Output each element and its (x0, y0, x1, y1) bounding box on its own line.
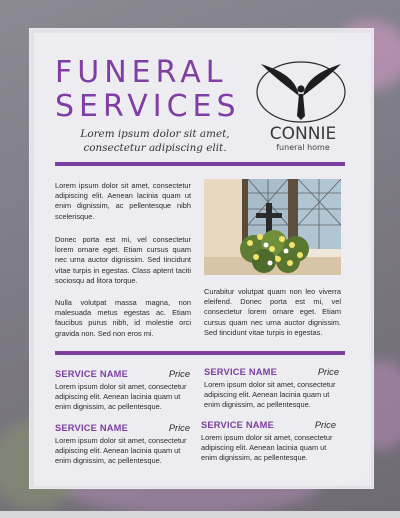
divider-middle (55, 351, 345, 355)
page-bottom-edge (0, 511, 400, 518)
photo-caption: Curabitur volutpat quam non leo viverra eleifend. Donec porta est mi, vel consectetur lorem ornare eget. Etiam cursus quam nec urna auctor dignissim. Sed tincidunt vitae turpis in egestas. (204, 287, 341, 337)
service-item-2 (204, 367, 339, 411)
logo-name: CONNIE (269, 124, 337, 144)
divider-top (55, 162, 345, 166)
service-name: SERVICE NAME (204, 367, 278, 377)
church-window-photo (204, 179, 341, 275)
service-price: Price (168, 369, 190, 379)
service-item-1 (55, 369, 190, 413)
body-paragraph-1: Lorem ipsum dolor sit amet, consectetur adipiscing elit. Aenean lacinia quam ut enim dignissim, ac pellentesque nibh scelerisque. (55, 181, 191, 221)
title-line-1: FUNERAL (55, 55, 228, 90)
service-description: Lorem ipsum dolor sit amet, consectetur adipiscing elit. Aenean lacinia quam ut enim dignissim, ac pellentesque. (204, 380, 336, 410)
service-price: Price (168, 423, 190, 433)
service-name: SERVICE NAME (55, 369, 129, 379)
service-item-3 (55, 423, 190, 467)
title-line-2: SERVICES (55, 89, 241, 124)
subtitle: Lorem ipsum dolor sit amet, consectetur adipiscing elit. (80, 128, 230, 154)
service-description: Lorem ipsum dolor sit amet, consectetur adipiscing elit. Aenean lacinia quam ut enim dignissim, ac pellentesque. (55, 382, 187, 412)
service-name: SERVICE NAME (55, 423, 129, 433)
page-title (55, 56, 245, 124)
service-item-4 (201, 420, 336, 464)
body-paragraph-2: Donec porta est mi, vel consectetur lorem ornare eget. Etiam cursus quam nec urna auctor dignissim. Sed tincidunt vitae turpis in egestas. Class aptent taciti sociosqu ad litora torque. (55, 235, 191, 285)
service-price: Price (314, 420, 336, 430)
body-paragraph-3: Nulla volutpat massa magna, non malesuada metus egestas ac. Etiam faucibus purus nibh, id molestie orci gravida non. Sed non eros mi. (55, 298, 191, 338)
logo-tagline: funeral home (276, 143, 330, 152)
service-name: SERVICE NAME (201, 420, 275, 430)
angel-wings-icon (253, 58, 349, 126)
service-description: Lorem ipsum dolor sit amet, consectetur adipiscing elit. Aenean lacinia quam ut enim dignissim, ac pellentesque. (201, 433, 333, 463)
service-price: Price (317, 367, 339, 377)
service-description: Lorem ipsum dolor sit amet, consectetur adipiscing elit. Aenean lacinia quam ut enim dignissim, ac pellentesque. (55, 436, 187, 466)
